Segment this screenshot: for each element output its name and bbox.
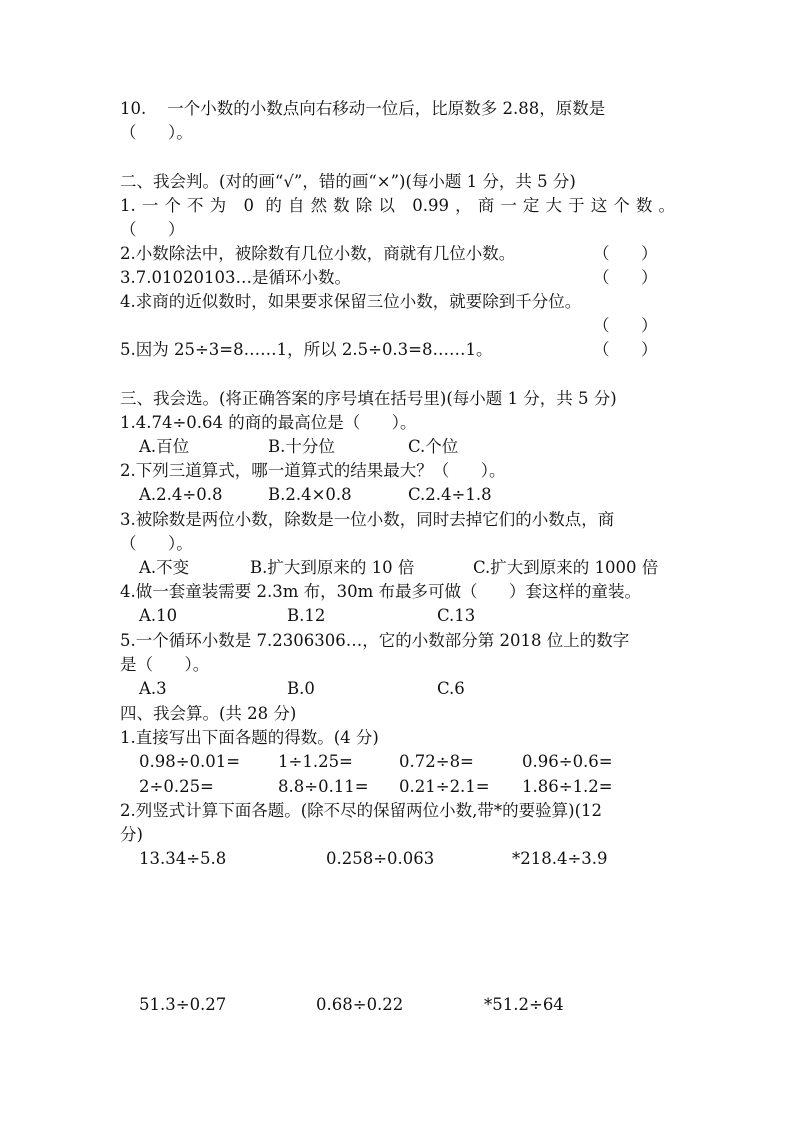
- choose-q1-option-a: A.百位: [139, 437, 190, 456]
- choose-heading: 三、我会选。(将正确答案的序号填在括号里)(每小题 1 分，共 5 分): [120, 389, 617, 408]
- judge-q2-blank: （ ）: [593, 244, 658, 263]
- choose-q4-option-a: A.10: [139, 606, 178, 625]
- oral-calc-item: 0.21÷2.1=: [399, 777, 490, 796]
- calc-heading: 四、我会算。(共 28 分): [120, 704, 297, 723]
- choose-q3-option-c: C.扩大到原来的 1000 倍: [473, 558, 659, 577]
- choose-q1-option-b: B.十分位: [268, 437, 335, 456]
- vertical-calc-item: 0.258÷0.063: [326, 849, 435, 868]
- judge-q1: 1.一个不为 0 的自然数除以 0.99，商一定大于这个数。: [120, 196, 675, 215]
- oral-calc-item: 1÷1.25=: [278, 752, 353, 771]
- judge-q3-blank: （ ）: [593, 268, 658, 287]
- choose-q2-option-b: B.2.4×0.8: [268, 485, 352, 504]
- choose-q3-line2: （ ）。: [120, 534, 193, 553]
- vertical-calc-item: 51.3÷0.27: [139, 995, 227, 1014]
- judge-heading: 二、我会判。(对的画“√”，错的画“×”)(每小题 1 分，共 5 分): [120, 172, 576, 191]
- oral-calc-item: 2÷0.25=: [139, 777, 214, 796]
- q10-line2: （ ）。: [120, 123, 193, 142]
- q10-line1: 10. 一个小数的小数点向右移动一位后，比原数多 2.88，原数是: [120, 99, 606, 118]
- oral-calc-item: 1.86÷1.2=: [522, 777, 613, 796]
- vertical-calc-item: *51.2÷64: [484, 995, 564, 1014]
- oral-calc-item: 8.8÷0.11=: [278, 777, 369, 796]
- judge-q5: 5.因为 25÷3=8……1，所以 2.5÷0.3=8……1。: [120, 340, 493, 359]
- oral-calc-item: 0.72÷8=: [399, 752, 474, 771]
- choose-q4-option-b: B.12: [287, 606, 326, 625]
- judge-q4-blank: （ ）: [593, 316, 658, 335]
- choose-q2-option-c: C.2.4÷1.8: [408, 485, 492, 504]
- choose-q5-option-b: B.0: [287, 679, 315, 698]
- choose-q2-option-a: A.2.4÷0.8: [139, 485, 223, 504]
- judge-q2: 2.小数除法中，被除数有几位小数，商就有几位小数。: [120, 244, 516, 263]
- judge-q5-blank: （ ）: [593, 340, 658, 359]
- choose-q4-option-c: C.13: [437, 606, 476, 625]
- vertical-calc-item: 13.34÷5.8: [139, 849, 227, 868]
- choose-q5-line1: 5.一个循环小数是 7.2306306…，它的小数部分第 2018 位上的数字: [120, 631, 630, 650]
- judge-q1-blank: （ ）: [120, 220, 185, 239]
- choose-q5-option-c: C.6: [437, 679, 465, 698]
- choose-q3-line1: 3.被除数是两位小数，除数是一位小数，同时去掉它们的小数点，商: [120, 510, 615, 529]
- choose-q1-option-c: C.个位: [408, 437, 459, 456]
- choose-q2: 2.下列三道算式，哪一道算式的结果最大？（ ）。: [120, 461, 506, 480]
- choose-q5-line2: 是（ ）。: [120, 655, 210, 674]
- calc-sub2-line1: 2.列竖式计算下面各题。(除不尽的保留两位小数,带*的要验算)(12: [120, 801, 603, 820]
- calc-sub2-line2: 分): [120, 825, 143, 844]
- calc-sub1: 1.直接写出下面各题的得数。(4 分): [120, 728, 379, 747]
- choose-q5-option-a: A.3: [139, 679, 167, 698]
- vertical-calc-item: *218.4÷3.9: [512, 849, 608, 868]
- oral-calc-item: 0.98÷0.01=: [139, 752, 241, 771]
- choose-q4: 4.做一套童装需要 2.3m 布，30m 布最多可做（ ）套这样的童装。: [120, 582, 641, 601]
- vertical-calc-item: 0.68÷0.22: [316, 995, 404, 1014]
- choose-q3-option-b: B.扩大到原来的 10 倍: [250, 558, 415, 577]
- choose-q3-option-a: A.不变: [139, 558, 190, 577]
- oral-calc-item: 0.96÷0.6=: [522, 752, 613, 771]
- judge-q3: 3.7.01020103…是循环小数。: [120, 268, 351, 287]
- judge-q4: 4.求商的近似数时，如果要求保留三位小数，就要除到千分位。: [120, 292, 582, 311]
- choose-q1: 1.4.74÷0.64 的商的最高位是（ ）。: [120, 413, 417, 432]
